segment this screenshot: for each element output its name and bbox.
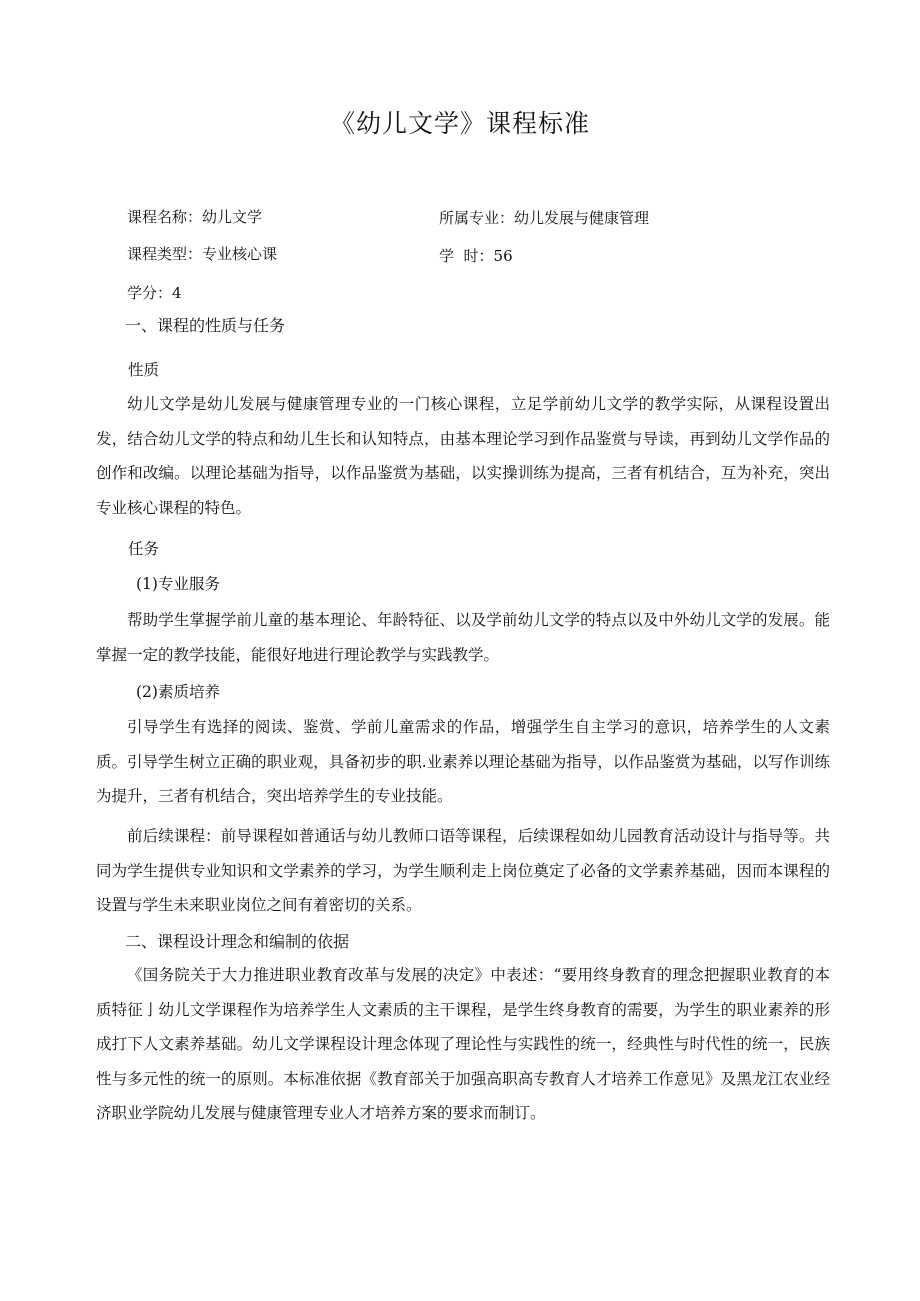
task-label: 任务 (128, 540, 160, 558)
task-1-paragraph: 帮助学生掌握学前儿童的基本理论、年龄特征、以及学前幼儿文学的特点以及中外幼儿文学的发展。能掌握一定的教学技能，能很好地进行理论教学与实践教学。 (96, 611, 830, 664)
nature-label: 性质 (128, 361, 160, 379)
prerequisite-paragraph: 前后续课程：前导课程如普通话与幼儿教师口语等课程，后续课程如幼儿园教育活动设计与指导等。共同为学生提供专业知识和文学素养的学习，为学生顺利走上岗位奠定了必备的文学素养基础，因而本课程的设置与学生未来职业岗位之间有着密切的关系。 (96, 827, 830, 914)
course-type: 课程类型：专业核心课 (127, 245, 278, 263)
section-2-heading: 二、课程设计理念和编制的依据 (125, 932, 350, 951)
course-major: 所属专业：幼儿发展与健康管理 (439, 209, 650, 227)
task-2-paragraph: 引导学生有选择的阅读、鉴赏、学前儿童需求的作品，增强学生自主学习的意识，培养学生的人文素质。引导学生树立正确的职业观，具备初步的职.业素养以理论基础为指导，以作品鉴赏为基础，以写作训练为提升，三者有机结合，突出培养学生的专业技能。 (96, 718, 830, 805)
task-1-label: (1)专业服务 (136, 575, 220, 593)
task-2-label: (2)素质培养 (136, 683, 220, 701)
section-1-heading: 一、课程的性质与任务 (125, 316, 286, 335)
course-credits: 学分：4 (127, 284, 182, 302)
nature-paragraph: 幼儿文学是幼儿发展与健康管理专业的一门核心课程，立足学前幼儿文学的教学实际，从课程设置出发，结合幼儿文学的特点和幼儿生长和认知特点，由基本理论学习到作品鉴赏与导读，再到幼儿文学作品的创作和改编。以理论基础为指导，以作品鉴赏为基础，以实操训练为提高，三者有机结合，互为补充，突出专业核心课程的特色。 (96, 395, 830, 517)
course-name: 课程名称：幼儿文学 (127, 208, 263, 226)
section-2-paragraph: 《国务院关于大力推进职业教育改革与发展的决定》中表述：“要用终身教育的理念把握职业教育的本质特征亅幼儿文学课程作为培养学生人文素质的主干课程，是学生终身教育的需要，为学生的职业素养的形成打下人文素养基础。幼儿文学课程设计理念体现了理论性与实践性的统一，经典性与时代性的统一，民族性与多元性的统一的原则。本标准依据《教育部关于加强高职高专教育人才培养工作意见》及黑龙江农业经济职业学院幼儿发展与健康管理专业人才培养方案的要求而制订。 (96, 966, 830, 1122)
course-hours: 学 时：56 (439, 247, 513, 265)
document-title: 《幼儿文学》课程标准 (329, 109, 590, 138)
